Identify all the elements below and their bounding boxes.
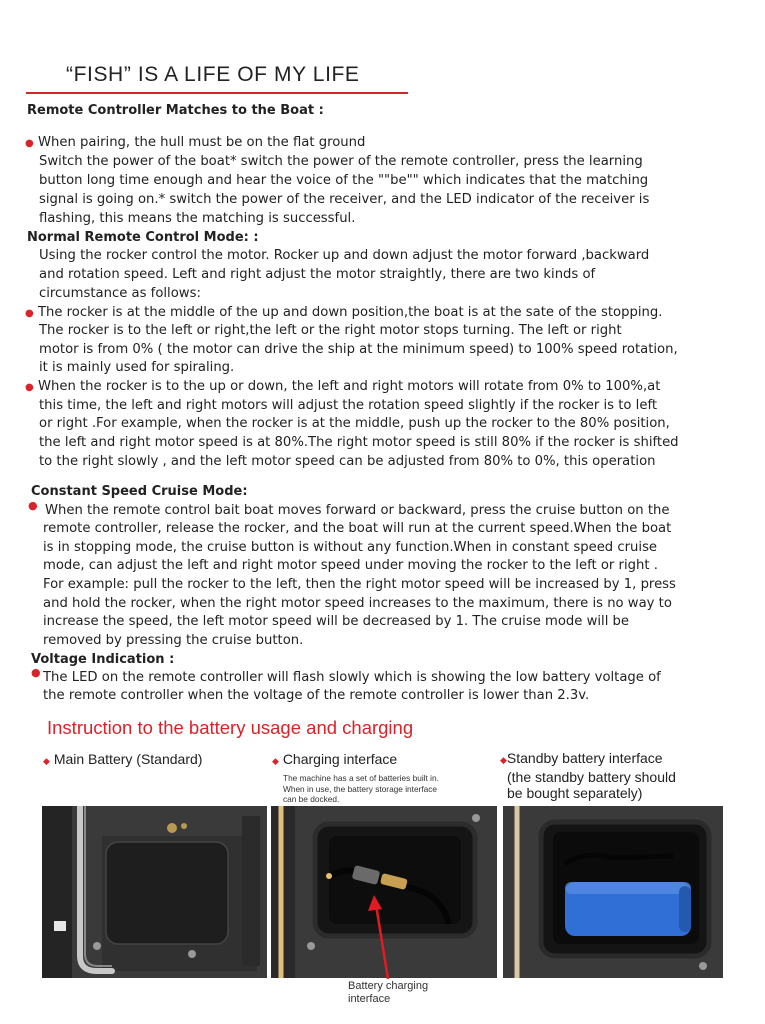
bullet-dot-icon: ● (25, 382, 34, 393)
section-heading-normal: Normal Remote Control Mode: : (27, 230, 259, 245)
text-line: and hold the rocker, when the right motor speed increases to the maximum, there is no way to (43, 596, 672, 611)
caption-text: Charging interface (282, 751, 398, 767)
caption-line: interface (348, 993, 391, 1005)
text-line: or right .For example, when the rocker is at the middle, push up the rocker to the 80% position, (39, 416, 670, 431)
text-line: The LED on the remote controller will flash slowly which is showing the low battery voltage of (43, 670, 661, 685)
text-line: button long time enough and hear the voice of the ""be"" which indicates that the matching (39, 173, 649, 188)
text-line: the remote controller when the voltage of the remote controller is lower than 2.3v. (43, 688, 590, 703)
bullet-dot-icon: ● (25, 138, 34, 149)
charging-note (283, 773, 439, 805)
text-line: circumstance as follows: (39, 286, 201, 301)
main-battery-label (43, 751, 202, 767)
text-line: removed by pressing the cruise button. (43, 633, 304, 648)
section-heading-remote: Remote Controller Matches to the Boat : (27, 103, 324, 118)
battery-section-heading: Instruction to the battery usage and charging (47, 717, 414, 738)
bullet-rocker-middle (25, 305, 662, 320)
caption-text: be bought separately) (507, 785, 643, 801)
text-line: the left and right motor speed is at 80%.The right motor speed is still 80% if the rocker is shifted (39, 435, 679, 450)
bullet-dot-icon: ● (31, 666, 41, 679)
section-heading-voltage: Voltage Indication : (31, 652, 175, 667)
note-line: The machine has a set of batteries built in. (283, 773, 439, 783)
charging-interface-label (272, 751, 397, 767)
page-title: “FISH” IS A LIFE OF MY LIFE (66, 63, 360, 86)
standby-battery-label (500, 750, 676, 802)
text-line: signal is going on.* switch the power of the receiver, and the LED indicator of the receiver is (39, 192, 650, 207)
caption-line: Battery charging (348, 980, 429, 992)
text-line: flashing, this means the matching is successful. (39, 211, 356, 226)
battery-charging-caption (348, 980, 428, 1006)
text-line: remote controller, release the rocker, and the boat will run at the current speed.When the boat (43, 521, 672, 536)
bullet-text: The rocker is at the middle of the up and down position,the boat is at the sate of the stopping. (37, 305, 663, 320)
text-line: motor is from 0% ( the motor can drive the ship at the minimum speed) to 100% speed rotation, (39, 342, 678, 357)
caption-text: (the standby battery should (507, 768, 676, 785)
text-line: Using the rocker control the motor. Rocker up and down adjust the motor forward ,backward (39, 248, 650, 263)
section-heading-cruise: Constant Speed Cruise Mode: (31, 484, 248, 499)
bullet-dot-icon: ● (25, 308, 34, 319)
text-line: increase the speed, the left motor speed will be decreased by 1. The cruise mode will be (43, 614, 630, 629)
main-battery-photo (42, 806, 267, 978)
text-line: it is mainly used for spiraling. (39, 360, 235, 375)
arrow-icon (360, 895, 400, 985)
diamond-bullet-icon: ◆ (43, 756, 50, 766)
text-line: The rocker is to the left or right,the left or the right motor stops turning. The left or right (39, 323, 622, 338)
title-underline (26, 92, 408, 94)
bullet-pairing (25, 135, 365, 150)
caption-text: Main Battery (Standard) (53, 751, 203, 767)
note-line: can be docked. (283, 794, 340, 804)
text-line: For example: pull the rocker to the left, then the right motor speed will be increased by 1, press (43, 577, 676, 592)
text-line: this time, the left and right motors will adjust the rotation speed slightly if the rocker is to left (39, 398, 658, 413)
standby-battery-photo (503, 806, 723, 978)
caption-text: Standby battery interface (506, 750, 663, 766)
bullet-text: When pairing, the hull must be on the flat ground (37, 135, 366, 150)
text-line: to the right slowly , and the left motor speed can be adjusted from 80% to 0%, this operation (39, 454, 656, 469)
text-line: and rotation speed. Left and right adjust the motor straightly, there are two kinds of (39, 267, 596, 282)
text-line: Switch the power of the boat* switch the power of the remote controller, press the learning (39, 154, 643, 169)
bullet-rocker-updown (25, 379, 660, 394)
text-line: mode, can adjust the left and right motor speed under moving the rocker to the left or right . (43, 558, 658, 573)
bullet-text: When the rocker is to the up or down, the left and right motors will rotate from 0% to 100%,at (37, 379, 661, 394)
diamond-bullet-icon: ◆ (272, 756, 279, 766)
note-line: When in use, the battery storage interface (283, 783, 438, 794)
diamond-bullet-icon: ◆ (500, 755, 507, 765)
bullet-dot-icon: ● (28, 499, 38, 512)
text-line: When the remote control bait boat moves forward or backward, press the cruise button on the (45, 503, 670, 518)
text-line: is in stopping mode, the cruise button is without any function.When in constant speed cruise (43, 540, 658, 555)
